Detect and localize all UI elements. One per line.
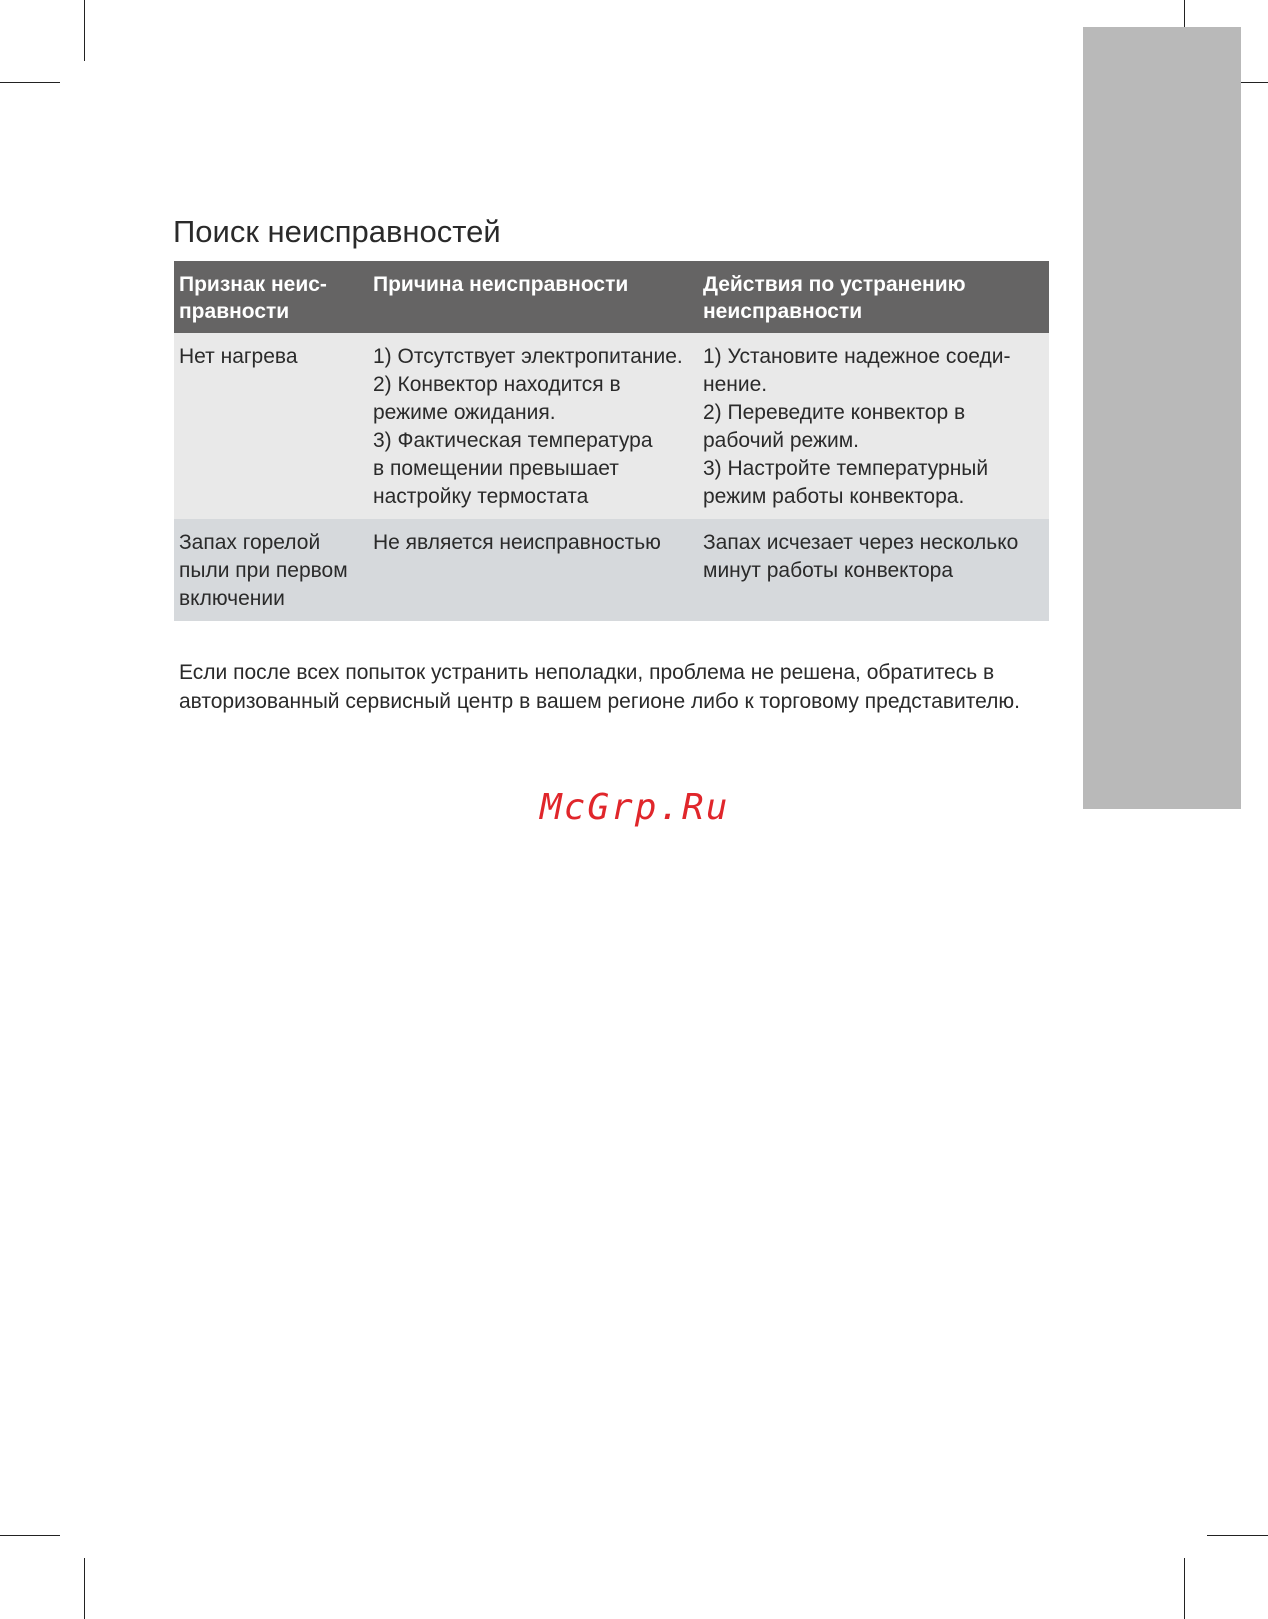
- header-action: Действия по устранению неисправности: [698, 261, 1049, 333]
- service-note: Если после всех попыток устранить неполадки, проблема не решена, обратитесь в авторизованный сервисный центр в вашем регионе либо к торговому представителю.: [179, 661, 1020, 713]
- page-title: Поиск неисправностей: [173, 214, 501, 249]
- crop-mark: [84, 0, 85, 61]
- table-header-row: [174, 261, 1049, 333]
- troubleshooting-table: [174, 261, 1049, 621]
- watermark-logo: McGrp.Ru: [540, 787, 730, 828]
- cell-cause: Не является неисправностью: [368, 519, 698, 621]
- cell-action: Запах исчезает через несколько минут работы конвектора: [698, 519, 1049, 621]
- table-row: [174, 519, 1049, 621]
- crop-mark: [0, 82, 60, 83]
- cell-symptom: Нет нагрева: [174, 333, 368, 519]
- crop-mark: [0, 1535, 60, 1536]
- cell-action: 1) Установите надежное соеди- нение. 2) Переведите конвектор в рабочий режим. 3) Настройте температурный режим работы конвектора.: [698, 333, 1049, 519]
- cell-symptom: Запах горелой пыли при первом включении: [174, 519, 368, 621]
- crop-mark: [1184, 1558, 1185, 1619]
- header-cause: Причина неисправности: [368, 261, 698, 333]
- crop-mark: [1207, 1535, 1268, 1536]
- table-row: [174, 333, 1049, 519]
- crop-mark: [84, 1558, 85, 1619]
- side-tab: [1083, 27, 1241, 809]
- cell-cause: 1) Отсутствует электропитание. 2) Конвектор находится в режиме ожидания. 3) Фактическая температура в помещении превышает настройку термостата: [368, 333, 698, 519]
- header-symptom: Признак неис- правности: [174, 261, 368, 333]
